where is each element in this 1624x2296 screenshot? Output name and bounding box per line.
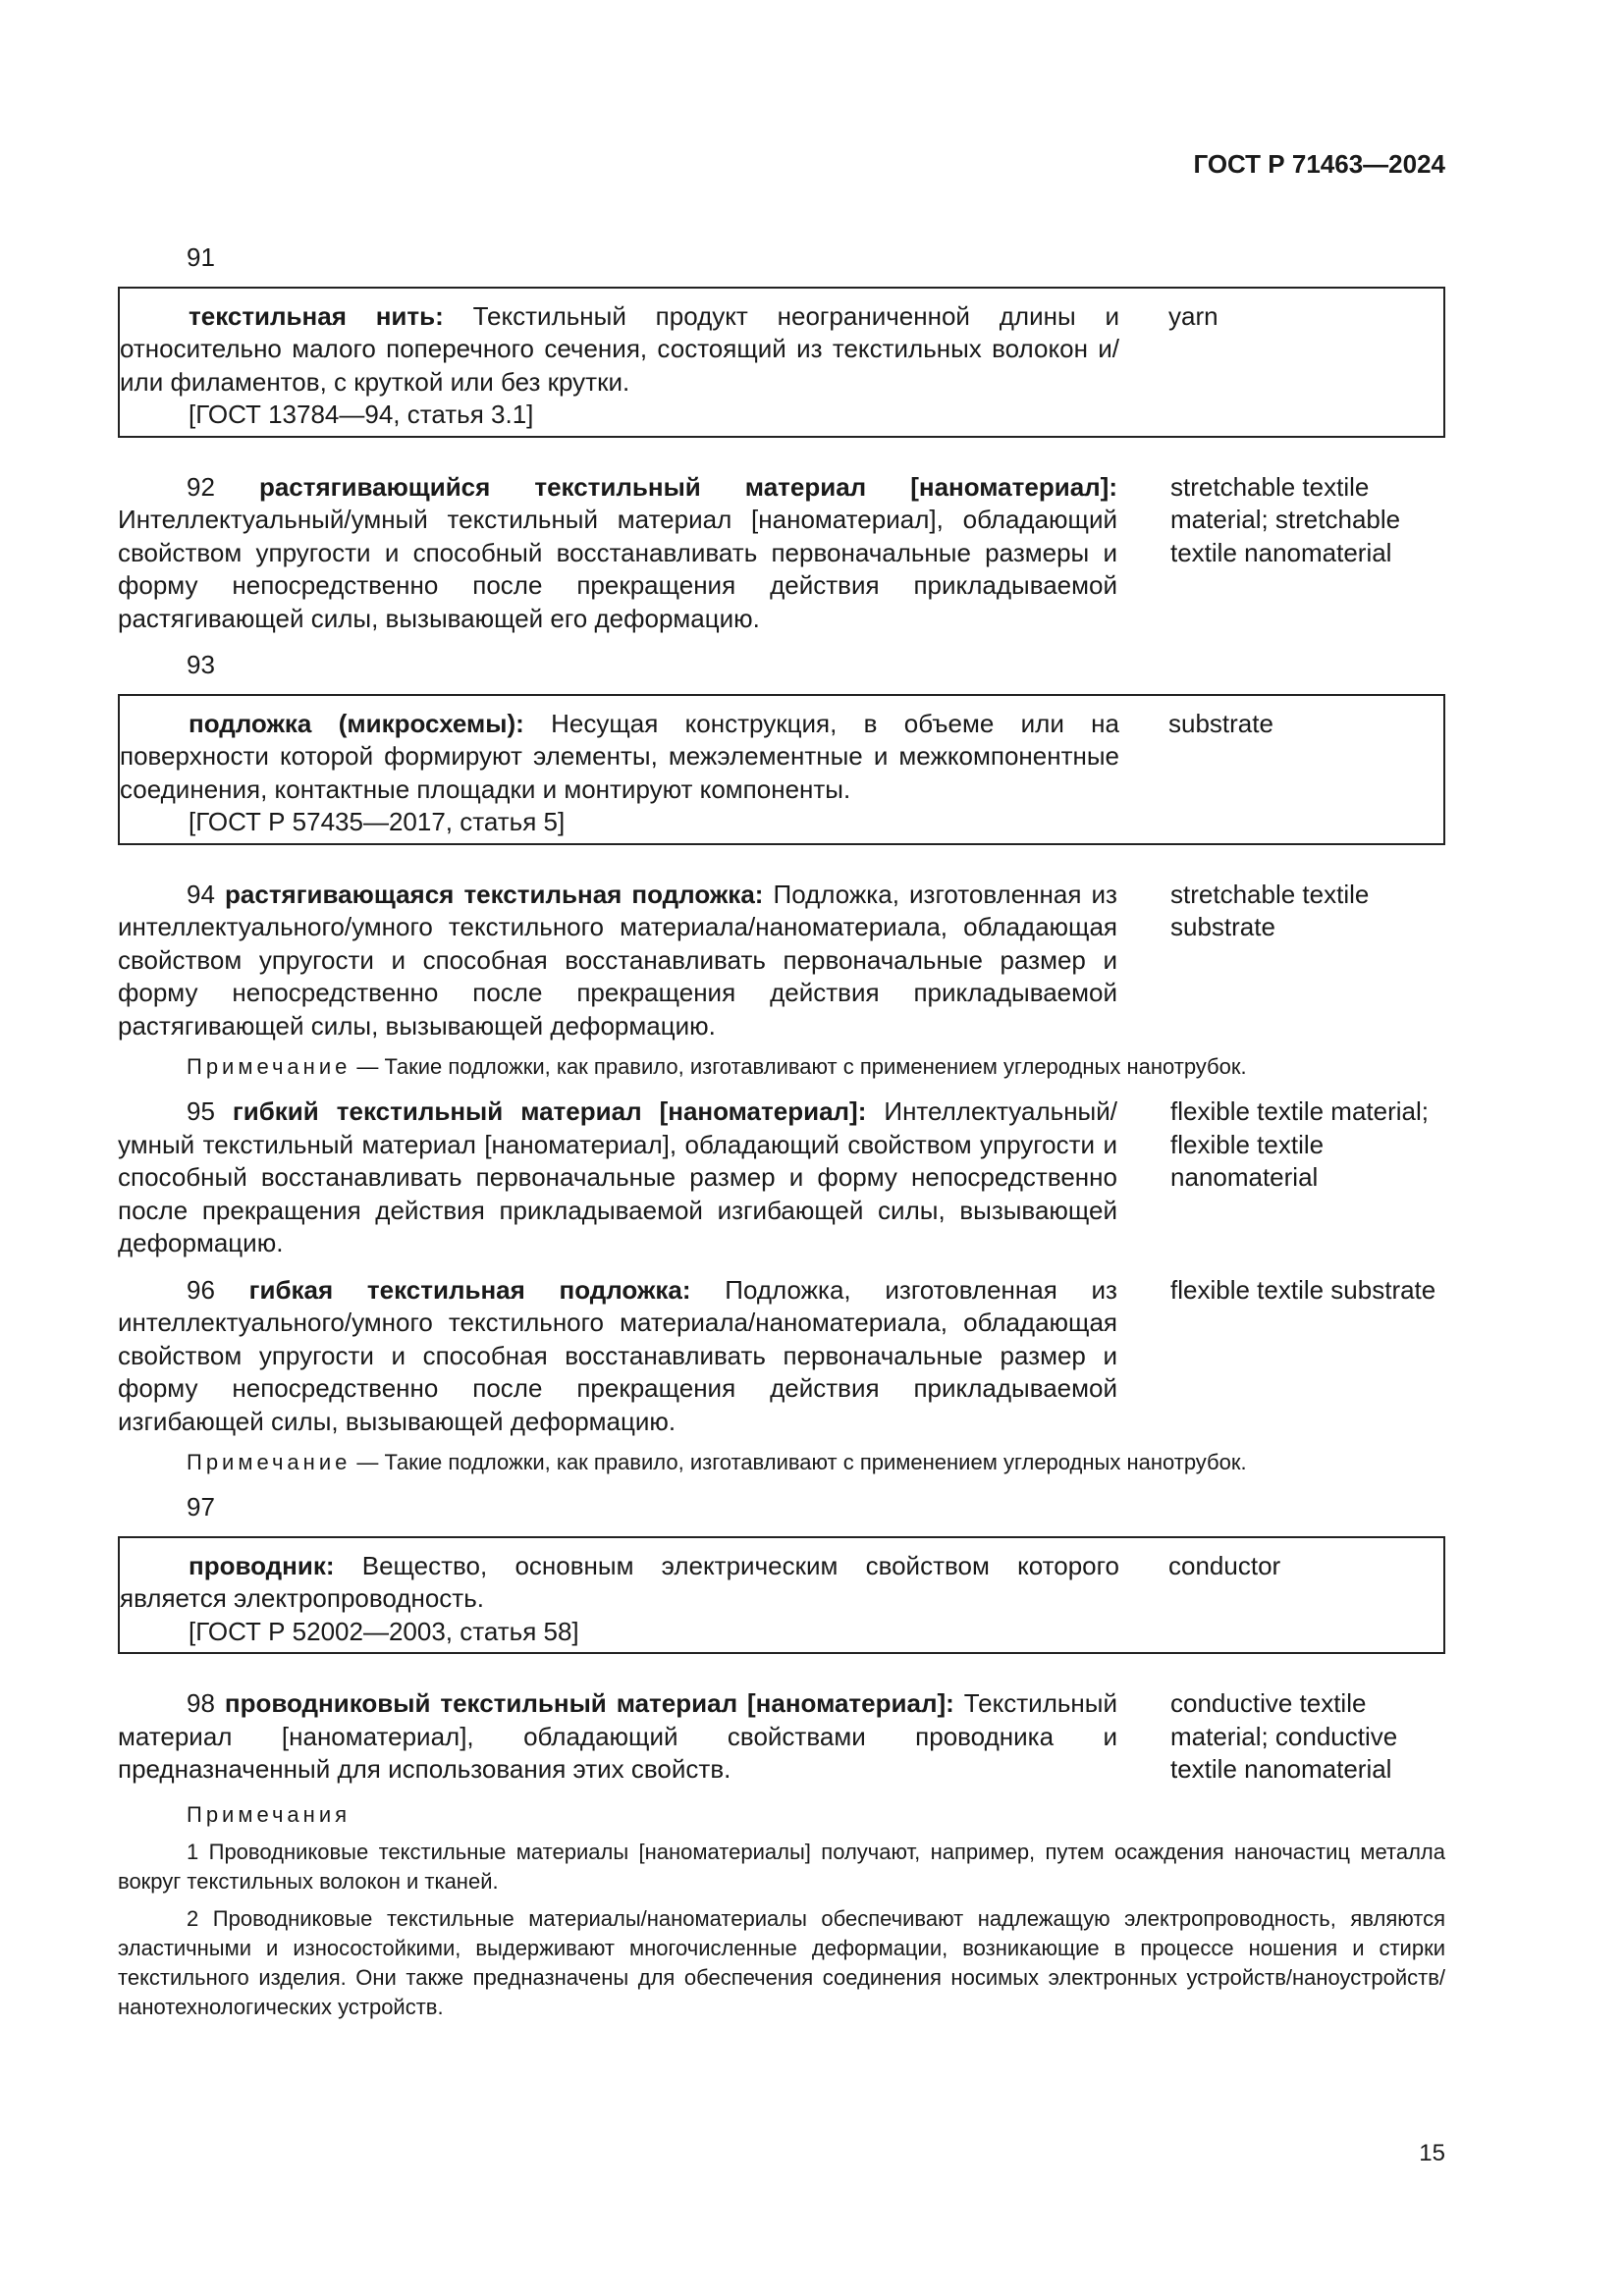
term-reference: [ГОСТ Р 52002—2003, статья 58] <box>189 1616 579 1646</box>
term-def: Вещество, основным электрическим свойством которого является электропроводность. <box>120 1550 1119 1613</box>
term-def: Подложка, изготовленная из интеллектуального/умного текстильного материала/наноматериала, обладающая свойством упругости и способная восстанавливать первоначальные размер и форму непосредственно после прекращения действия прикладываемой растягивающей силы, вызывающей деформацию. <box>118 879 1117 1041</box>
term-def: Текстильный материал [наноматериал], обладающий свойствами проводника и предназначенный для использования этих свойств. <box>118 1688 1117 1784</box>
term-english: flexible textile material; flexible textile nanomaterial <box>1170 1096 1429 1192</box>
term-english: conductive textile material; conductive textile nanomaterial <box>1170 1688 1398 1784</box>
term-number: 95 <box>187 1096 233 1126</box>
term-entry-97 <box>120 1550 1443 1616</box>
term-entry-98 <box>118 1687 1445 1787</box>
term-box-93 <box>118 694 1445 845</box>
term-name: проводник: <box>189 1550 335 1580</box>
term-reference: [ГОСТ 13784—94, статья 3.1] <box>189 400 534 429</box>
term-number: 93 <box>187 650 215 679</box>
term-entry-92 <box>118 471 1445 636</box>
term-def: Подложка, изготовленная из интеллектуального/умного текстильного материала/наноматериала, обладающая свойством упругости и способная восстанавливать первоначальные размер и форму непосредственно после прекращения действия прикладываемой изгибающей силы, вызывающей деформацию. <box>118 1274 1117 1436</box>
term-number: 97 <box>187 1492 215 1522</box>
term-reference: [ГОСТ Р 57435—2017, статья 5] <box>189 807 566 836</box>
term-definition <box>120 300 1119 400</box>
note-text: — Такие подложки, как правило, изготавливают с применением углеродных нанотрубок. <box>356 1450 1247 1474</box>
term-entry-94 <box>118 879 1445 1043</box>
term-name: растягивающийся текстильный материал [наноматериал]: <box>258 471 1117 502</box>
term-name: растягивающаяся текстильная подложка: <box>225 879 764 909</box>
term-number: 96 <box>187 1274 249 1305</box>
term-box-97 <box>118 1536 1445 1655</box>
term-definition <box>120 708 1119 807</box>
term-english: yarn <box>1168 300 1218 331</box>
term-entry-96 <box>118 1274 1445 1439</box>
term-box-91 <box>118 287 1445 438</box>
term-definition <box>118 1095 1117 1260</box>
term-name: гибкий текстильный материал [наноматериал]: <box>232 1096 867 1126</box>
term-note <box>118 1052 1445 1082</box>
term-number: 94 <box>187 879 226 909</box>
term-name: проводниковый текстильный материал [наноматериал]: <box>224 1688 954 1718</box>
note-1: 1 Проводниковые текстильные материалы [наноматериалы] получают, например, путем осаждения наночастиц металла вокруг текстильных волокон и тканей. <box>118 1839 1445 1894</box>
term-definition <box>118 471 1117 636</box>
note-label: Примечание <box>187 1450 352 1474</box>
term-definition <box>120 1550 1119 1616</box>
note-2: 2 Проводниковые текстильные материалы/наноматериалы обеспечивают надлежащую электропроводность, являются эластичными и износостойкими, выдерживают многочисленные деформации, возникающие в процессе ношения и стирки текстильного изделия. Они также предназначены для обеспечения соединения носимых электронных устройств/наноустройств/нанотехнологических устройств. <box>118 1905 1445 2019</box>
term-english: conductor <box>1168 1550 1281 1580</box>
term-name: гибкая текстильная подложка: <box>248 1274 691 1305</box>
term-definition <box>118 879 1117 1043</box>
term-entry-93 <box>120 708 1443 807</box>
terms-section <box>118 241 1445 2022</box>
term-def: Несущая конструкция, в объеме или на поверхности которой формируют элементы, межэлементные и межкомпонентные соединения, контактные площадки и монтируют компоненты. <box>120 708 1120 804</box>
term-number: 91 <box>187 242 215 272</box>
term-entry-95 <box>118 1095 1445 1260</box>
note-text: — Такие подложки, как правило, изготавливают с применением углеродных нанотрубок. <box>356 1054 1247 1079</box>
term-definition <box>118 1274 1117 1439</box>
term-number: 98 <box>187 1688 225 1718</box>
term-def: Текстильный продукт неограниченной длины и относительно малого поперечного сечения, состоящий из текстильных волокон и/или филаментов, с круткой или без крутки. <box>120 300 1119 397</box>
term-name: текстильная нить: <box>189 300 444 331</box>
term-english: stretchable textile substrate <box>1170 879 1370 941</box>
term-number: 92 <box>187 471 259 502</box>
term-english: stretchable textile material; stretchable textile nanomaterial <box>1170 471 1401 567</box>
document-header: ГОСТ Р 71463—2024 <box>1193 149 1445 179</box>
term-english: flexible textile substrate <box>1170 1274 1436 1305</box>
term-note <box>118 1448 1445 1477</box>
term-def: Интеллектуальный/умный текстильный материал [наноматериал], обладающий свойством упругости и способный восстанавливать первоначальные размер и форму непосредственно после прекращения действия прикладываемой изгибающей силы, вызывающей деформацию. <box>118 1096 1117 1257</box>
note-label: Примечание <box>187 1054 352 1079</box>
page-number: 15 <box>1419 2140 1445 2166</box>
notes-label: Примечания <box>187 1801 352 1827</box>
term-def: Интеллектуальный/умный текстильный материал [наноматериал], обладающий свойством упругости и способный восстанавливать первоначальные размеры и форму непосредственно после прекращения действия прикладываемой растягивающей силы, вызывающей его деформацию. <box>118 505 1117 633</box>
term-entry-91 <box>120 300 1443 400</box>
term-name: подложка (микросхемы): <box>189 708 524 738</box>
term-english: substrate <box>1168 708 1273 738</box>
term-definition <box>118 1687 1117 1787</box>
